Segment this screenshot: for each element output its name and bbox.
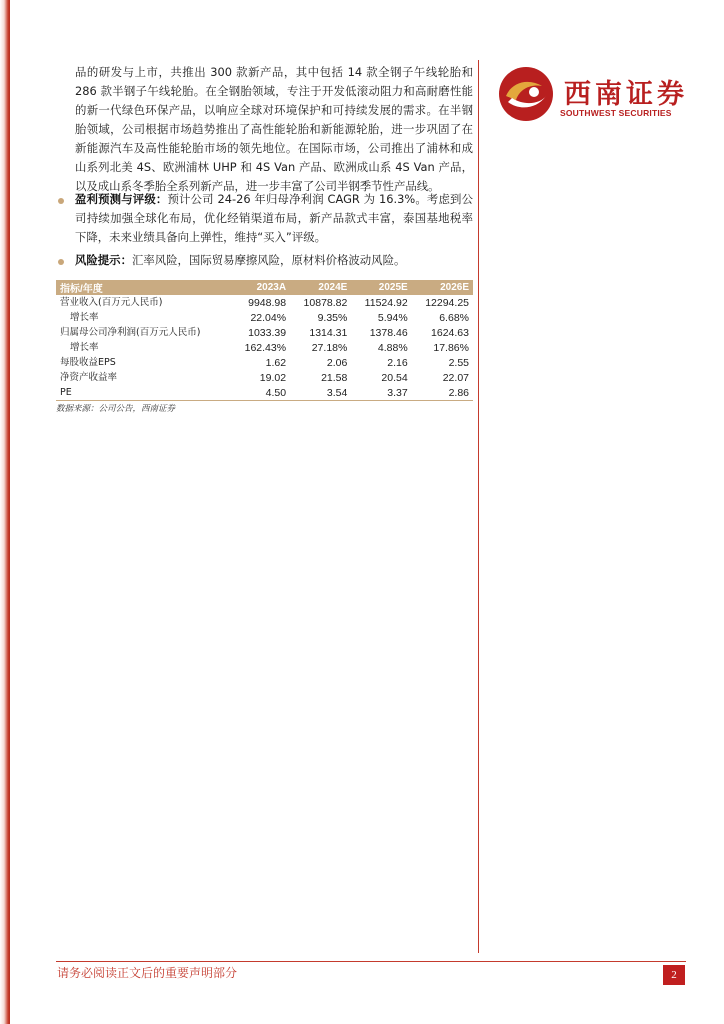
- row-label: 每股收益EPS: [60, 356, 116, 368]
- row-label: 增长率: [70, 341, 99, 353]
- logo-english-name: SOUTHWEST SECURITIES: [560, 108, 672, 118]
- row-label: 归属母公司净利润(百万元人民币): [60, 326, 201, 338]
- vertical-divider: [478, 60, 479, 953]
- row-label: 增长率: [70, 311, 99, 323]
- risk-paragraph: [75, 251, 473, 270]
- table-cell: 3.37: [351, 385, 411, 401]
- bullet-dot: [58, 259, 64, 265]
- table-header-cell: 2026E: [412, 280, 473, 295]
- table-cell: 5.94%: [377, 311, 408, 324]
- logo-emblem-icon: [498, 66, 554, 122]
- forecast-paragraph: [75, 190, 473, 247]
- table-cell: 9948.98: [248, 296, 287, 309]
- row-label: 营业收入(百万元人民币): [60, 296, 163, 308]
- table-row: [56, 355, 473, 370]
- table-cell: 22.04%: [250, 311, 287, 324]
- footer-divider: [56, 961, 686, 962]
- table-cell: 162.43%: [244, 341, 287, 354]
- table-cell: 2.16: [387, 356, 408, 369]
- table-header-cell: 2024E: [290, 280, 351, 295]
- table-row: [56, 325, 473, 340]
- table-cell: 22.07: [442, 371, 469, 384]
- table-cell: 11524.92: [364, 296, 408, 309]
- bullet-dot: [58, 198, 64, 204]
- company-logo: [498, 66, 688, 122]
- table-row: [56, 370, 473, 385]
- table-header-cell: 2023A: [232, 280, 291, 295]
- table-row: [56, 295, 473, 310]
- table-cell: 1033.39: [248, 326, 287, 339]
- table-header-cell: 2025E: [351, 280, 411, 295]
- risk-heading: 风险提示：: [75, 253, 132, 267]
- table-cell: 1.62: [265, 356, 287, 369]
- risk-text: 汇率风险，国际贸易摩擦风险，原材料价格波动风险。: [131, 253, 406, 267]
- forecast-heading: 盈利预测与评级：: [75, 192, 168, 206]
- table-cell: 6.68%: [439, 311, 469, 324]
- table-cell: 1624.63: [431, 326, 469, 339]
- logo-chinese-name: 西南证券: [564, 79, 688, 110]
- forecast-text: 预计公司 24-26 年归母净利润 CAGR 为 16.3%。考虑到公司持续加强全球化布局，优化经销渠道布局，新产品款式丰富，泰国基地税率下降，未来业绩具备向上弹性，维持“买入”评级。: [75, 192, 473, 244]
- table-cell: 2.06: [326, 356, 348, 369]
- table-cell: 4.88%: [377, 341, 408, 354]
- table-header-cell: 指标/年度: [56, 280, 232, 295]
- table-header-row: [56, 280, 473, 295]
- row-label: PE: [56, 385, 232, 401]
- table-cell: 19.02: [259, 371, 287, 384]
- page-number-badge: 2: [663, 965, 685, 985]
- table-source-note: 数据来源：公司公告，西南证券: [56, 404, 176, 414]
- table-row: [56, 310, 473, 325]
- table-row: [56, 340, 473, 355]
- table-cell: 12294.25: [425, 296, 469, 309]
- table-cell: 4.50: [232, 385, 291, 401]
- table-cell: 2.86: [412, 385, 473, 401]
- table-cell: 27.18%: [311, 341, 348, 354]
- body-paragraph: 品的研发与上市，共推出 300 款新产品，其中包括 14 款全钢子午线轮胎和 286 款半钢子午线轮胎。在全钢胎领域，专注于开发低滚动阻力和高耐磨性能的新一代绿色环保产品，以响应全球对环境保护和可持续发展的需求。在半钢胎领域，公司根据市场趋势推出了高性能轮胎和新能源轮胎，进一步巩固了在新能源汽车及高性能轮胎市场的领先地位。在国际市场，公司推出了浦林和成山系列北美 4S、欧洲浦林 UHP 和 4S Van 产品、欧洲成山系 4S Van 产品，以及成山系冬季胎全系列新产品，进一步丰富了公司半钢季节性产品线。: [75, 65, 473, 193]
- table-cell: 1378.46: [369, 326, 408, 339]
- table-cell: 9.35%: [317, 311, 348, 324]
- left-edge-bar: [0, 0, 10, 1024]
- table-cell: 17.86%: [433, 341, 469, 354]
- table-cell: 10878.82: [303, 296, 348, 309]
- footer-disclaimer: 请务必阅读正文后的重要声明部分: [57, 966, 238, 980]
- table-row: [56, 385, 473, 401]
- row-label: 净资产收益率: [60, 371, 118, 383]
- forecast-table: [56, 280, 473, 401]
- table-cell: 2.55: [448, 356, 469, 369]
- table-cell: 20.54: [381, 371, 408, 384]
- table-cell: 21.58: [321, 371, 348, 384]
- table-cell: 3.54: [290, 385, 351, 401]
- table-cell: 1314.31: [309, 326, 348, 339]
